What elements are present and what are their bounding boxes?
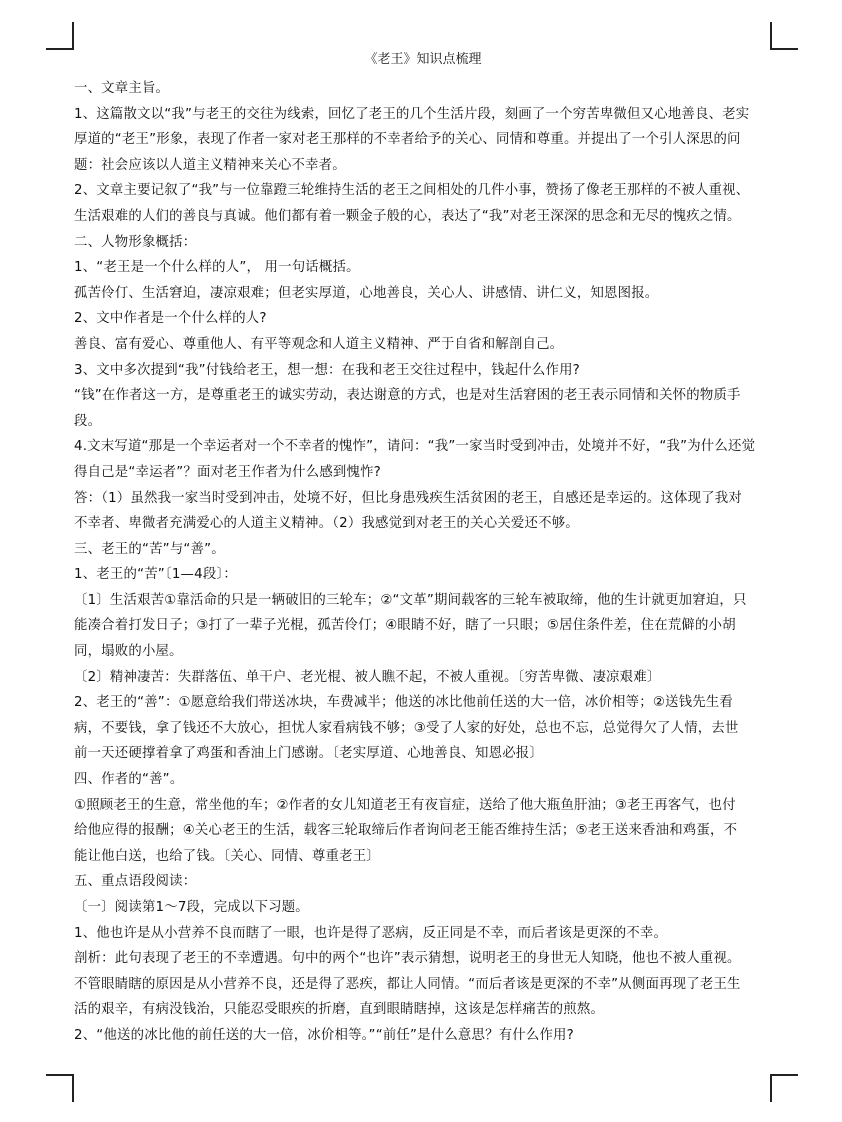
text-line: 不幸者、卑微者充满爱心的人道主义精神。（2）我感觉到对老王的关心关爱还不够。 bbox=[74, 516, 579, 532]
text-line: 活的艰辛，有病没钱治，只能忍受眼疾的折磨，直到眼睛瞎掉，这该是怎样痛苦的煎熬。 bbox=[74, 1002, 605, 1018]
text-line: 不管眼睛瞎的原因是从小营养不良，还是得了恶疾，都让人同情。“而后者该是更深的不幸”从侧面再现了老王生 bbox=[74, 976, 741, 992]
text-line: ①照顾老王的生意，常坐他的车；②作者的女儿知道老王有夜盲症，送给了他大瓶鱼肝油；③老王再客气，也付 bbox=[74, 797, 736, 813]
text-line: 剖析：此句表现了老王的不幸遭遇。句中的两个“也许”表示猜想，说明老王的身世无人知晓，他也不被人重视。 bbox=[74, 951, 741, 967]
text-line: 2、“他送的冰比他的前任送的大一倍，冰价相等。”“前任”是什么意思？有什么作用? bbox=[74, 1027, 574, 1043]
text-line: 〔2〕精神凄苦：失群落伍、单干户、老光棍、被人瞧不起，不被人重视。〔穷苦卑微、凄凉艰难〕 bbox=[74, 669, 661, 685]
text-line: 〔1〕生活艰苦①靠活命的只是一辆破旧的三轮车；②“文革”期间载客的三轮车被取缔，他的生计就更加窘迫，只 bbox=[74, 592, 747, 608]
text-line: 段。 bbox=[74, 413, 102, 429]
text-line: 1、“老王是一个什么样的人”， 用一句话概括。 bbox=[74, 260, 360, 276]
text-line: 厚道的“老王”形象，表现了作者一家对老王那样的不幸者给予的关心、同情和尊重。并提出了一个引人深思的问 bbox=[74, 132, 741, 148]
text-line: 1、这篇散文以“我”与老王的交往为线索，回忆了老王的几个生活片段，刻画了一个穷苦卑微但又心地善良、老实 bbox=[74, 106, 750, 122]
text-line: 4.文末写道“那是一个幸运者对一个不幸者的愧怍”，请问：“我”一家当时受到冲击，处境并不好，“我”为什么还觉 bbox=[74, 439, 756, 455]
crop-mark-top-left bbox=[46, 22, 74, 50]
text-line: 2、老王的“善”：①愿意给我们带送冰块，车费减半；他送的冰比他前任送的大一倍，冰价相等；②送钱先生看 bbox=[74, 695, 733, 711]
text-line: 病，不要钱，拿了钱还不大放心，担忧人家看病钱不够；③受了人家的好处，总也不忘，总觉得欠了人情，去世 bbox=[74, 720, 739, 736]
text-line: 二、人物形象概括： bbox=[74, 234, 197, 250]
text-line: 能凑合着打发日子；③打了一辈子光棍，孤苦伶仃；④眼睛不好，瞎了一只眼；⑤居住条件差，住在荒僻的小胡 bbox=[74, 618, 736, 634]
text-line: 1、老王的“苦”〔1—4段〕： bbox=[74, 567, 237, 583]
text-line: 四、作者的“善”。 bbox=[74, 772, 184, 788]
document-title: 《老王》知识点梳理 bbox=[364, 52, 482, 67]
document-body bbox=[74, 76, 772, 1049]
text-line: 能让他白送，也给了钱。〔关心、同情、尊重老王〕 bbox=[74, 848, 380, 864]
text-line: 得自己是“幸运者”？面对老王作者为什么感到愧怍? bbox=[74, 464, 381, 480]
text-line: 2、文中作者是一个什么样的人? bbox=[74, 311, 267, 327]
text-line: 同，塌败的小屋。 bbox=[74, 644, 183, 660]
text-line: 孤苦伶仃、生活窘迫，凄凉艰难；但老实厚道，心地善良，关心人、讲感情、讲仁义，知恩图报。 bbox=[74, 285, 659, 301]
text-line: 前一天还硬撑着拿了鸡蛋和香油上门感谢。〔老实厚道、心地善良、知恩必报〕 bbox=[74, 746, 543, 762]
text-line: 〔一〕阅读第1～7段，完成以下习题。 bbox=[74, 900, 309, 915]
text-line: 题：社会应该以人道主义精神来关心不幸者。 bbox=[74, 157, 346, 173]
text-line: 善良、富有爱心、尊重他人、有平等观念和人道主义精神、严于自省和解剖自己。 bbox=[74, 336, 564, 352]
text-line: 2、文章主要记叙了“我”与一位靠蹬三轮维持生活的老王之间相处的几件小事，赞扬了像老王那样的不被人重视、 bbox=[74, 183, 750, 199]
text-line: 答：（1）虽然我一家当时受到冲击，处境不好，但比身患残疾生活贫困的老王，自感还是幸运的。这体现了我对 bbox=[74, 490, 742, 506]
text-line: 一、文章主旨。 bbox=[74, 81, 170, 96]
text-line: 五、重点语段阅读： bbox=[74, 874, 197, 890]
crop-mark-bottom-left bbox=[46, 1074, 74, 1102]
crop-mark-bottom-right bbox=[770, 1074, 798, 1102]
text-line: 给他应得的报酬；④关心老王的生活，载客三轮取缔后作者询问老王能否维持生活；⑤老王送来香油和鸡蛋，不 bbox=[74, 823, 738, 839]
document-page bbox=[74, 48, 772, 1049]
crop-mark-top-right bbox=[770, 22, 798, 50]
text-line: 1、他也许是从小营养不良而瞎了一眼，也许是得了恶病，反正同是不幸，而后者该是更深的不幸。 bbox=[74, 925, 668, 941]
text-line: 三、老王的“苦”与“善”。 bbox=[74, 541, 225, 557]
text-line: 生活艰难的人们的善良与真诚。他们都有着一颗金子般的心，表达了“我”对老王深深的思念和无尽的愧疚之情。 bbox=[74, 208, 741, 224]
text-line: “钱”在作者这一方，是尊重老王的诚实劳动，表达谢意的方式，也是对生活窘困的老王表示同情和关怀的物质手 bbox=[74, 388, 741, 404]
text-line: 3、文中多次提到“我”付钱给老王，想一想：在我和老王交往过程中，钱起什么作用? bbox=[74, 362, 580, 378]
